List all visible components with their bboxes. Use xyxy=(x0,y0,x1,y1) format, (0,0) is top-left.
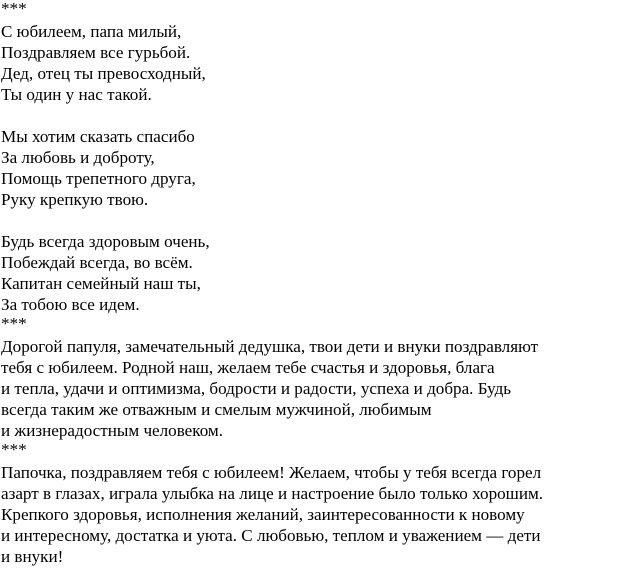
prose-line: и тепла, удачи и оптимизма, бодрости и радости, успеха и добра. Будь xyxy=(1,379,512,398)
prose-line: Папочка, поздравляем тебя с юбилеем! Желаем, чтобы у тебя всегда горел xyxy=(1,463,542,482)
separator-1: *** xyxy=(1,0,27,18)
poem-line: Будь всегда здоровым очень, xyxy=(1,232,210,251)
poem-line: Дед, отец ты превосходный, xyxy=(1,64,206,83)
separator-3: *** xyxy=(1,440,27,459)
poem-line: Ты один у нас такой. xyxy=(1,85,152,104)
poem-stanza-2 xyxy=(1,126,618,210)
greetings-document xyxy=(1,0,618,567)
poem-line: С юбилеем, папа милый, xyxy=(1,22,182,41)
poem-stanza-3 xyxy=(1,231,618,315)
prose-greeting-2 xyxy=(1,462,618,567)
prose-line: всегда таким же отважным и смелым мужчиной, любимым xyxy=(1,400,432,419)
poem-line: За любовь и доброту, xyxy=(1,148,155,167)
prose-line: и жизнерадостным человеком. xyxy=(1,421,224,440)
poem-line: Руку крепкую твою. xyxy=(1,190,149,209)
poem-line: Поздравляем все гурьбой. xyxy=(1,43,191,62)
poem-line: Помощь трепетного друга, xyxy=(1,169,196,188)
prose-line: и внуки! xyxy=(1,547,64,566)
prose-line: Крепкого здоровья, исполнения желаний, заинтересованности к новому xyxy=(1,505,525,524)
poem-stanza-1 xyxy=(1,21,618,105)
prose-line: азарт в глазах, играла улыбка на лице и настроение было только хорошим. xyxy=(1,484,544,503)
poem-line: За тобою все идем. xyxy=(1,295,140,314)
prose-line: тебя с юбилеем. Родной наш, желаем тебе счастья и здоровья, блага xyxy=(1,358,495,377)
stanza-gap xyxy=(1,210,618,231)
poem-line: Капитан семейный наш ты, xyxy=(1,274,201,293)
prose-line: и интересному, достатка и уюта. С любовью, теплом и уважением — дети xyxy=(1,526,541,545)
stanza-gap xyxy=(1,105,618,126)
prose-greeting-1 xyxy=(1,336,618,441)
separator-2: *** xyxy=(1,314,27,333)
poem-line: Мы хотим сказать спасибо xyxy=(1,127,195,146)
prose-line: Дорогой папуля, замечательный дедушка, твои дети и внуки поздравляют xyxy=(1,337,539,356)
poem-line: Побеждай всегда, во всём. xyxy=(1,253,193,272)
